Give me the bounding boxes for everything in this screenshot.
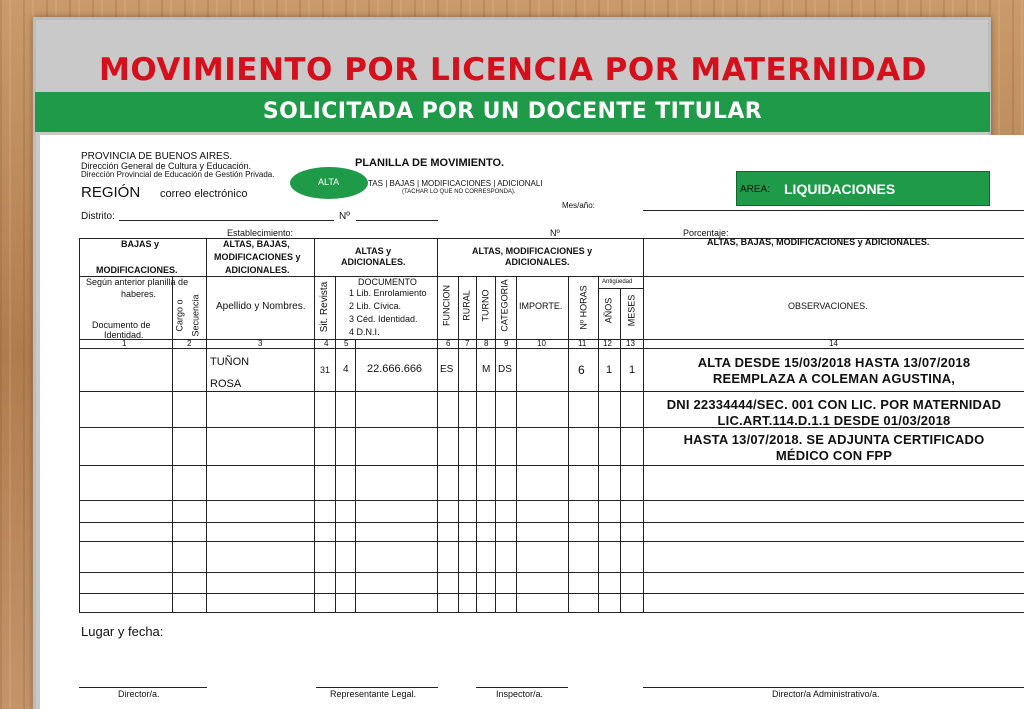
col-number: 14 [829,339,838,348]
col-sit-revista: Sit. Revista [319,281,330,333]
signature-director: Director/a. [118,689,160,699]
signature-line [316,687,438,688]
establishment-label: Establecimiento: [227,228,294,238]
percentage-label: Porcentaje: [683,228,729,238]
entry-funcion: ES [440,364,454,375]
form-title: PLANILLA DE MOVIMIENTO. [355,157,505,169]
signature-line [643,687,1024,688]
col-doc-option: 1 Lib. Enrolamiento [349,288,427,298]
province-label: PROVINCIA DE BUENOS AIRES. [81,151,233,162]
col-doc-option: 2 Lib. Cívica. [349,301,402,311]
observation-text: REEMPLAZA A COLEMAN AGUSTINA, [712,371,956,386]
signature-legal-representative: Representante Legal. [330,689,417,699]
group-header-modificaciones: MODIFICACIONES. [96,265,178,275]
observation-text: ALTA DESDE 15/03/2018 HASTA 13/07/2018 [697,355,971,370]
observation-text: MÉDICO CON FPP [775,448,893,463]
signature-line [476,687,568,688]
col-number: 11 [578,339,587,348]
grid-line [620,288,621,612]
area-value: LIQUIDACIONES [784,181,896,197]
col-categoria: CATEGORIA [499,279,510,332]
grid-line [314,238,315,612]
col-doc-option: 4 D.N.I. [349,327,380,337]
movement-types-label: TAS | BAJAS | MODIFICACIONES | ADICIONALI [368,179,543,188]
region-label: REGIÓN [81,184,141,201]
col-number: 4 [324,339,329,348]
slide-subtitle: SOLICITADA POR UN DOCENTE TITULAR [262,99,763,124]
grid-line [79,339,1024,340]
grid-line [172,276,173,612]
col-number: 3 [258,339,263,348]
entry-doc-type: 4 [343,364,349,375]
district-number-label: Nº [339,211,350,222]
col-observaciones: OBSERVACIONES. [788,301,868,311]
grid-line [458,276,459,612]
grid-line [355,339,356,612]
grid-line [476,276,477,612]
observation-text: HASTA 13/07/2018. SE ADJUNTA CERTIFICADO [683,432,985,447]
col-number: 2 [187,339,192,348]
group-header-bajas: BAJAS y [121,239,160,249]
col-number: 1 [122,339,127,348]
grid-line [79,348,1024,349]
direction-provincial-label: Dirección Provincial de Educación de Gestión Privada. [81,170,275,179]
grid-line [598,276,599,612]
grid-line [79,593,1024,594]
group-header-altas-adicionales: ALTAS y [355,246,392,256]
col-number: 12 [603,339,612,348]
grid-line [79,465,1024,466]
signature-line [79,687,207,688]
col-documento: DOCUMENTO [358,277,417,287]
alta-badge-label: ALTA [318,177,340,187]
col-doc-option: 3 Céd. Identidad. [349,314,418,324]
month-year-label: Mes/año: [562,201,595,210]
entry-first-name: ROSA [210,378,242,390]
col-horas: Nº HORAS [578,285,589,330]
group-header-all: ALTAS, BAJAS, MODIFICACIONES y ADICIONALES. [707,237,930,247]
signature-admin-director: Director/a Administrativo/a. [772,689,880,699]
col-prev-sheet: Según anterior planilla de [86,277,189,287]
col-secuencia: Secuencia [190,294,201,337]
entry-horas: 6 [578,363,585,377]
district-underline [119,220,334,221]
number-underline [356,220,438,221]
col-number: 6 [446,339,451,348]
area-label: AREA: [740,184,771,195]
entry-surname: TUÑON [210,356,250,368]
grid-line [335,276,336,612]
group-header-altas-bajas: ALTAS, BAJAS, [223,239,290,249]
email-label: correo electrónico [160,188,248,200]
col-id-document: Documento de [92,320,151,330]
establishment-number-label: Nº [550,228,560,238]
entry-meses: 1 [629,364,636,376]
grid-line [516,276,517,612]
grid-line [495,276,496,612]
grid-line [79,612,1024,613]
month-year-underline [643,210,1024,211]
col-number: 10 [537,339,546,348]
strike-note: (TACHAR LO QUE NO CORRESPONDA). [402,189,516,195]
grid-line [568,276,569,612]
entry-turno: M [482,364,491,375]
grid-line [437,238,438,612]
signature-inspector: Inspector/a. [496,689,544,699]
district-label: Distrito: [81,211,115,222]
col-number: 13 [626,339,635,348]
col-cargo: Cargo o [174,299,185,332]
group-header-altas-modificaciones: ADICIONALES. [505,257,570,267]
grid-line [206,238,207,612]
grid-line [79,238,80,612]
col-number: 8 [484,339,489,348]
slide-title: MOVIMIENTO POR LICENCIA POR MATERNIDAD [99,52,927,88]
col-funcion: FUNCION [441,285,452,326]
col-name: Apellido y Nombres. [216,301,306,312]
grid-line [79,572,1024,573]
entry-categoria: DS [498,364,512,375]
group-header-altas-bajas: ADICIONALES. [225,265,290,275]
entry-doc-number: 22.666.666 [367,363,423,375]
col-number: 7 [465,339,470,348]
col-turno: TURNO [480,289,491,322]
entry-anios: 1 [606,364,613,376]
col-meses: MESES [626,294,637,327]
col-anios: AÑOS [603,297,614,324]
col-prev-sheet: haberes. [121,289,157,299]
place-date-label: Lugar y fecha: [81,624,164,639]
grid-line [79,541,1024,542]
col-number: 9 [504,339,509,348]
observation-text: LIC.ART.114.D.1.1 DESDE 01/03/2018 [717,413,951,428]
grid-line [79,522,1024,523]
group-header-altas-bajas: MODIFICACIONES y [214,252,301,262]
col-antiguedad: Antigüedad [602,279,633,285]
group-header-altas-modificaciones: ALTAS, MODIFICACIONES y [472,246,593,256]
observation-text: DNI 22334444/SEC. 001 CON LIC. POR MATERNIDAD [666,397,1002,412]
entry-sit-revista: 31 [320,365,331,375]
col-id-document: Identidad. [104,330,144,340]
col-number: 5 [344,339,349,348]
col-importe: IMPORTE. [519,301,563,311]
grid-line [79,276,1024,277]
grid-line [79,500,1024,501]
group-header-altas-adicionales: ADICIONALES. [341,257,406,267]
grid-line [79,391,1024,392]
direction-general-label: Dirección General de Cultura y Educación. [81,161,252,171]
col-rural: RURAL [461,290,472,321]
